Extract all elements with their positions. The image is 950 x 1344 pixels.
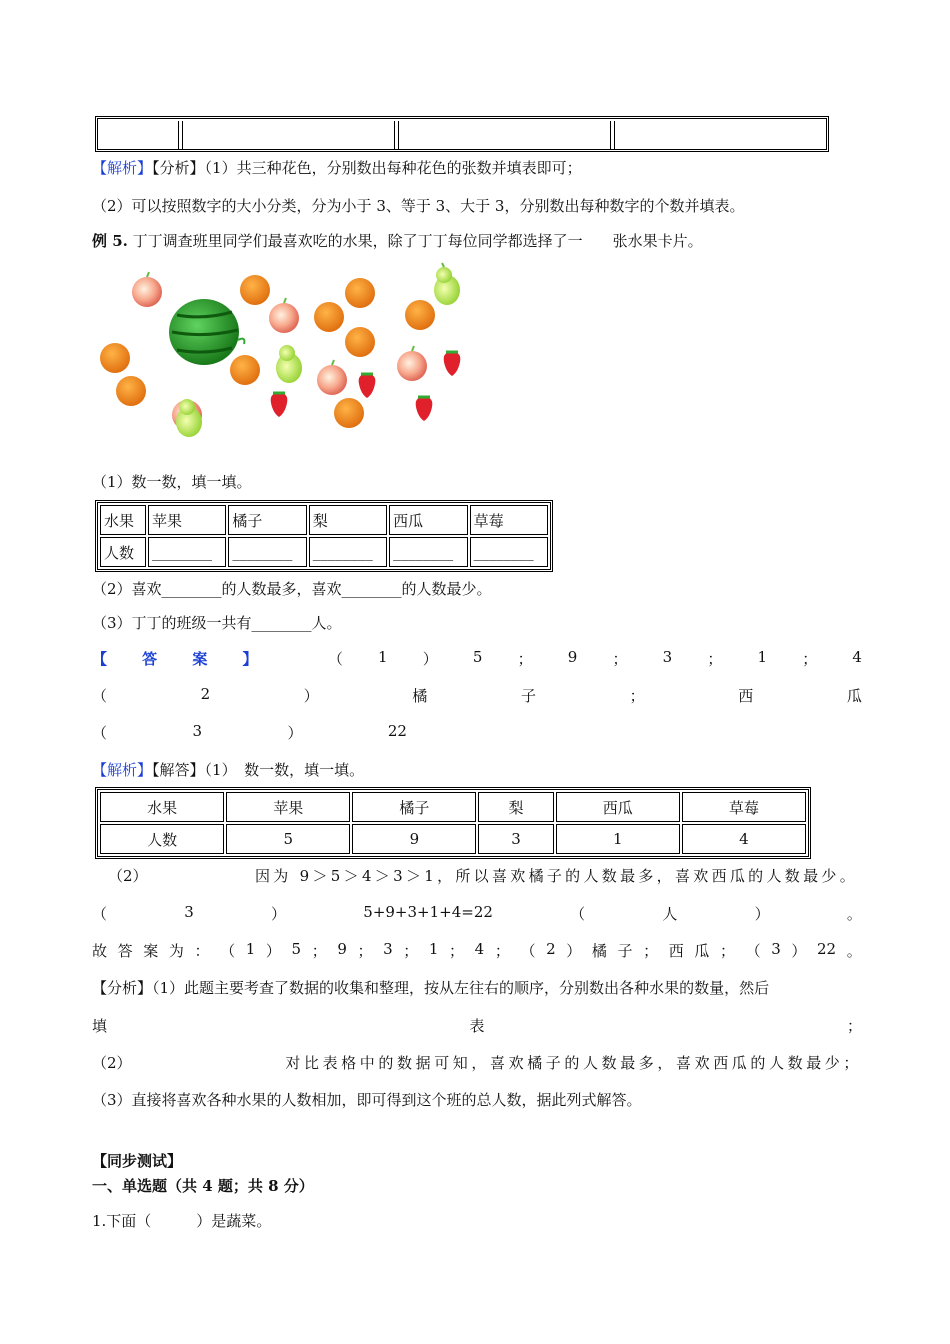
solution-final-char: ； — [403, 942, 419, 960]
solution-final-char: 答 — [117, 942, 133, 960]
answer-char: （ — [92, 724, 108, 742]
answer-char: ； — [802, 650, 818, 668]
q1-blank[interactable]: ________ — [470, 537, 548, 567]
solution-header: 西瓜 — [556, 792, 680, 822]
solution-char: 5+9+3+1+4=22 — [363, 903, 493, 921]
answer-char: 3 — [192, 722, 202, 740]
example-5 — [92, 230, 703, 251]
solution-final-char: ： — [194, 942, 210, 960]
solution-final-char: ） — [566, 942, 582, 960]
strawberry-icon — [444, 352, 461, 376]
answer-char: ） — [422, 650, 438, 668]
fenxi-label: 【分析】 — [92, 979, 153, 997]
solution-char: （ — [92, 905, 108, 923]
solution-table — [95, 787, 811, 859]
answer-char: （ — [92, 687, 108, 705]
fenxi-line3 — [92, 1052, 862, 1073]
table-row — [100, 537, 548, 567]
fenxi-line — [92, 977, 769, 998]
solution-final-char: 1 — [245, 940, 256, 958]
answer-char: ； — [707, 650, 723, 668]
solution-text: （1） 数一数，填一填。 — [204, 761, 365, 779]
answer-char: 1 — [378, 648, 388, 666]
solution-char: 3 — [184, 903, 194, 921]
q1-blank[interactable]: ________ — [228, 537, 306, 567]
fenxi-char: ； — [846, 1017, 862, 1035]
answer-char: 橘 — [412, 687, 428, 705]
table-row — [100, 824, 806, 854]
solution-final-char: ） — [791, 942, 807, 960]
orange-icon — [240, 275, 270, 305]
solution-cell: 人数 — [100, 824, 224, 854]
q1-header: 水果 — [100, 505, 146, 535]
solution-final-char: 3 — [771, 940, 781, 958]
fenxi-text: （2） — [92, 1054, 132, 1072]
section-title: 一、单选题（共 4 题；共 8 分） — [92, 1177, 314, 1195]
solution-label: 【解答】 — [152, 761, 205, 779]
analysis-label: 【分析】 — [152, 159, 205, 177]
solution-final-char: 9 — [337, 940, 347, 958]
fenxi-line4: （3）直接将喜欢各种水果的人数相加，即可得到这个班的总人数，据此列式解答。 — [92, 1091, 642, 1109]
q1-title: （1）数一数，填一填。 — [92, 473, 252, 491]
answer-char: ； — [517, 650, 533, 668]
solution-final-char: ） — [265, 942, 281, 960]
table-row — [100, 505, 548, 535]
answer-char: 9 — [567, 648, 578, 666]
apple-icon — [317, 360, 347, 395]
q1-header: 草莓 — [470, 505, 548, 535]
solution-final-char: 橘 — [591, 942, 607, 960]
q2: （2）喜欢________的人数最多，喜欢________的人数最少。 — [92, 580, 492, 598]
answer-tag-char: 【 — [92, 650, 108, 668]
apple-icon — [397, 346, 427, 381]
analysis-tag: 【解析】 — [92, 159, 153, 177]
solution-text: （2） — [108, 867, 148, 885]
table-row — [100, 792, 806, 822]
answer-char: 3 — [662, 648, 673, 666]
example-text: 丁丁调查班里同学们最喜欢吃的水果，除了丁丁每位同学都选择了一 张水果卡片。 — [132, 232, 703, 250]
orange-icon — [345, 327, 375, 357]
solution-final-char: ； — [357, 942, 373, 960]
solution-text: 因为 9＞5＞4＞3＞1，所以喜欢橘子的人数最多，喜欢西瓜的人数最少。 — [255, 867, 858, 885]
answer-tag-char: 答 — [142, 650, 158, 668]
solution-char: 人 — [662, 905, 678, 923]
answer-char: 1 — [757, 648, 768, 666]
top-table — [95, 116, 829, 152]
solution-final-char: ； — [494, 942, 510, 960]
fenxi-char: 表 — [469, 1017, 485, 1035]
solution-line — [92, 759, 364, 780]
solution-final-char: 。 — [846, 942, 862, 960]
answer-char: 2 — [200, 685, 211, 703]
solution-char: 。 — [846, 905, 862, 923]
strawberry-icon — [271, 393, 288, 417]
q1-blank[interactable]: ________ — [148, 537, 226, 567]
q1-blank[interactable]: ________ — [389, 537, 467, 567]
solution-final-char: 1 — [428, 940, 439, 958]
answer-line1 — [92, 648, 862, 669]
answer-char: 子 — [521, 687, 537, 705]
solution-header: 苹果 — [226, 792, 350, 822]
answer-tag-char: 案 — [192, 650, 208, 668]
solution-final-char: 西 — [668, 942, 684, 960]
orange-icon — [345, 278, 375, 308]
solution-final-char: （ — [220, 942, 236, 960]
solution-cell: 4 — [682, 824, 806, 854]
answer-char: 22 — [387, 722, 407, 740]
q1-header: 橘子 — [228, 505, 306, 535]
solution-header: 橘子 — [352, 792, 476, 822]
pear-icon — [176, 399, 202, 437]
solution-char: ） — [271, 905, 287, 923]
q1-header: 西瓜 — [389, 505, 467, 535]
answer-line2 — [92, 685, 862, 706]
fenxi-line2 — [92, 1015, 862, 1036]
solution-final-char: ； — [719, 942, 735, 960]
solution-final-char: （ — [520, 942, 536, 960]
orange-icon — [334, 398, 364, 428]
solution-char: （ — [570, 905, 586, 923]
solution-cell: 9 — [352, 824, 476, 854]
fenxi-text: 对比表格中的数据可知，喜欢橘子的人数最多，喜欢西瓜的人数最少； — [285, 1054, 862, 1072]
answer-char: ） — [287, 724, 303, 742]
apple-icon — [269, 298, 299, 333]
orange-icon — [230, 355, 260, 385]
solution-cell: 1 — [556, 824, 680, 854]
solution-final — [92, 940, 862, 961]
solution-final-char: 故 — [92, 942, 108, 960]
sync-test-title: 【同步测试】 — [92, 1152, 183, 1170]
answer-char: 瓜 — [846, 687, 862, 705]
solution-line-2 — [108, 865, 858, 886]
solution-final-char: ； — [449, 942, 465, 960]
answer-char: （ — [327, 650, 343, 668]
q1-header: 苹果 — [148, 505, 226, 535]
analysis-line2: （2）可以按照数字的大小分类，分为小于 3、等于 3、大于 3，分别数出每种数字的个数并填表。 — [92, 197, 745, 215]
orange-icon — [100, 343, 130, 373]
fenxi-text: （1）此题主要考查了数据的收集和整理，按从左往右的顺序，分别数出各种水果的数量，然后 — [152, 979, 770, 997]
watermelon-icon — [169, 299, 244, 365]
solution-final-char: 3 — [383, 940, 393, 958]
solution-cell: 3 — [478, 824, 553, 854]
strawberry-icon — [359, 374, 376, 398]
solution-final-char: 5 — [291, 940, 302, 958]
solution-final-char: （ — [745, 942, 761, 960]
solution-header: 草莓 — [682, 792, 806, 822]
q1-header: 梨 — [309, 505, 387, 535]
pear-icon — [434, 263, 460, 305]
q3: （3）丁丁的班级一共有________人。 — [92, 614, 342, 632]
orange-icon — [116, 376, 146, 406]
solution-final-char: 案 — [143, 942, 159, 960]
analysis-1 — [92, 157, 582, 178]
q1-table — [95, 500, 553, 572]
answer-tag-char: 】 — [242, 650, 258, 668]
orange-icon — [405, 300, 435, 330]
solution-final-char: 2 — [546, 940, 556, 958]
solution-line-3 — [92, 903, 862, 924]
answer-char: ） — [303, 687, 319, 705]
question-1: 1.下面（ ）是蔬菜。 — [92, 1212, 272, 1230]
solution-cell: 5 — [226, 824, 350, 854]
solution-final-char: 22 — [817, 940, 837, 958]
q1-row-label: 人数 — [100, 537, 146, 567]
analysis-text: （1）共三种花色，分别数出每种花色的张数并填表即可； — [204, 159, 582, 177]
solution-final-char: 瓜 — [694, 942, 710, 960]
answer-char: 西 — [738, 687, 754, 705]
answer-char: ； — [629, 687, 645, 705]
apple-icon — [132, 272, 162, 307]
pear-icon — [276, 345, 302, 383]
solution-header: 水果 — [100, 792, 224, 822]
example-label: 例 5. — [92, 232, 128, 250]
answer-char: 5 — [472, 648, 483, 666]
solution-final-char: ； — [311, 942, 327, 960]
solution-final-char: 4 — [474, 940, 485, 958]
solution-tag: 【解析】 — [92, 761, 153, 779]
answer-line3 — [92, 722, 407, 743]
strawberry-icon — [416, 397, 433, 421]
orange-icon — [314, 302, 344, 332]
solution-char: ） — [754, 905, 770, 923]
answer-char: 4 — [852, 648, 862, 666]
fenxi-char: 填 — [92, 1017, 108, 1035]
solution-final-char: ； — [643, 942, 659, 960]
fruit-image — [92, 260, 472, 445]
q1-blank[interactable]: ________ — [309, 537, 387, 567]
answer-char: ； — [612, 650, 628, 668]
solution-header: 梨 — [478, 792, 553, 822]
solution-final-char: 为 — [168, 942, 184, 960]
solution-final-char: 子 — [617, 942, 633, 960]
